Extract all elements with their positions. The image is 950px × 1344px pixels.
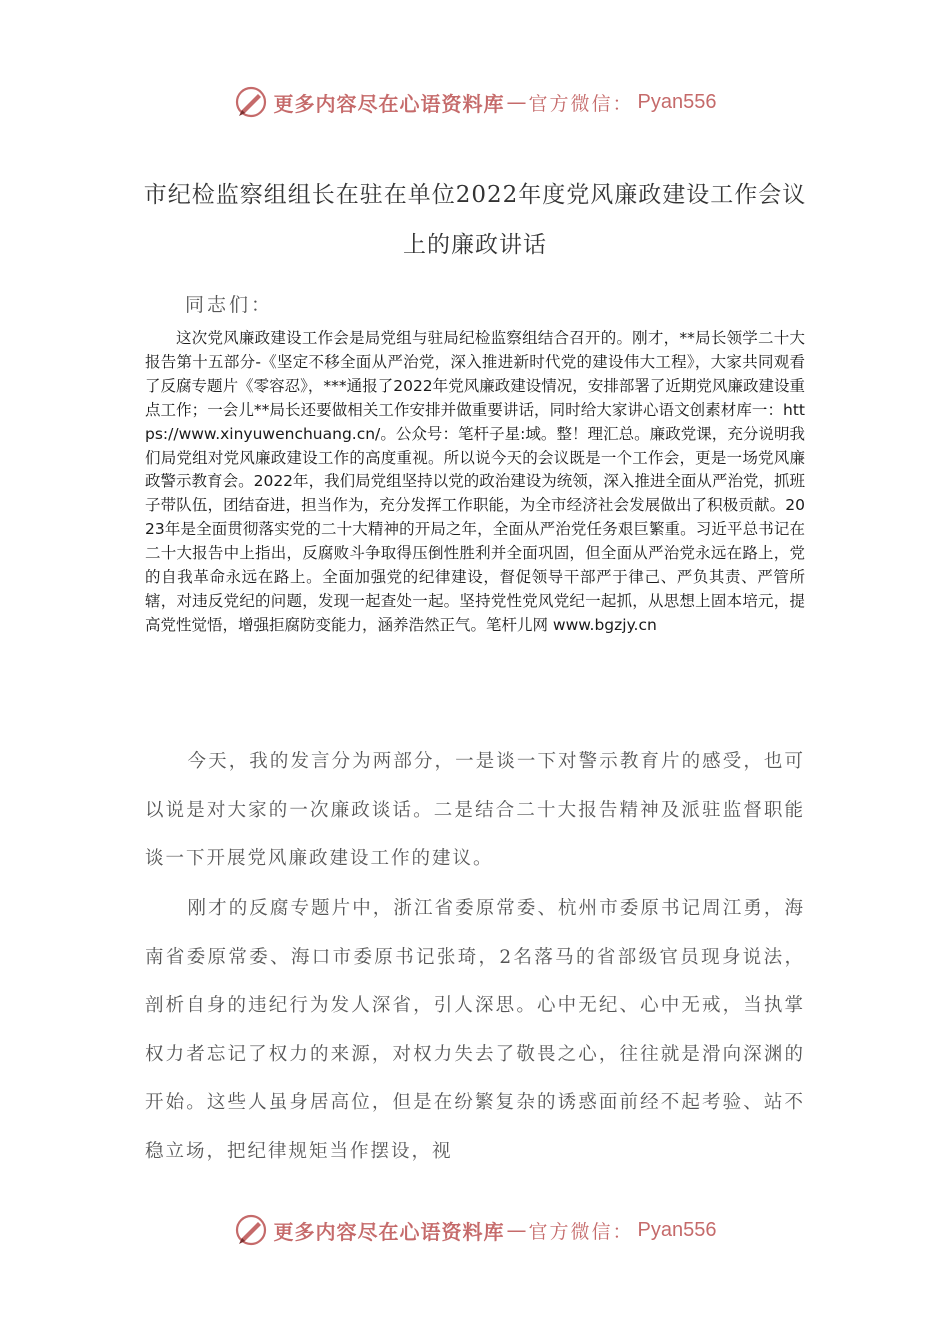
banner-wechat-label: 官方微信：: [528, 1220, 634, 1243]
banner-wechat-label: 官方微信：: [528, 92, 634, 115]
banner-separator: —: [506, 1218, 527, 1242]
pen-logo-icon: [234, 1213, 268, 1247]
paragraph-2: 今天，我的发言分为两部分，一是谈一下对警示教育片的感受，也可以说是对大家的一次廉政谈话。二是结合二十大报告精神及派驻监督职能谈一下开展党风廉政建设工作的建议。: [145, 751, 805, 870]
header-banner: [0, 80, 950, 124]
banner-wechat-id: Pyan556: [637, 90, 717, 113]
document-title: 市纪检监察组组长在驻在单位2022年度党风廉政建设工作会议上的廉政讲话: [143, 182, 807, 258]
footer-banner: [0, 1208, 950, 1252]
banner-wechat-id: Pyan556: [637, 1218, 717, 1241]
banner-text: 更多内容尽在心语资料库: [273, 91, 505, 116]
banner-text: 更多内容尽在心语资料库: [273, 1219, 505, 1244]
salutation: 同志们：: [185, 294, 274, 316]
pen-logo-icon: [234, 85, 268, 119]
banner-separator: —: [506, 90, 527, 114]
paragraph-3: 刚才的反腐专题片中，浙江省委原常委、杭州市委原书记周江勇，海南省委原常委、海口市委原书记张琦，2名落马的省部级官员现身说法，剖析自身的违纪行为发人深省，引人深思。心中无纪、心中无戒，当执掌权力者忘记了权力的来源，对权力失去了敬畏之心，往往就是滑向深渊的开始。这些人虽身居高位，但是在纷繁复杂的诱惑面前经不起考验、站不稳立场，把纪律规矩当作摆设，视: [145, 898, 805, 1162]
paragraph-1: 这次党风廉政建设工作会是局党组与驻局纪检监察组结合召开的。刚才，**局长领学二十大报告第十五部分-《坚定不移全面从严治党，深入推进新时代党的建设伟大工程》，大家共同观看了反腐专题片《零容忍》，***通报了2022年党风廉政建设情况，安排部署了近期党风廉政建设重点工作；一会儿**局长还要做相关工作安排并做重要讲话，同时给大家讲心语文创素材库一：https://www.xinyuwenchuang.cn/。公众号：笔杆子星:域。整！理汇总。廉政党课，充分说明我们局党组对党风廉政建设工作的高度重视。所以说今天的会议既是一个工作会，更是一场党风廉政警示教育会。2022年，我们局党组坚持以党的政治建设为统领，深入推进全面从严治党，抓班子带队伍，团结奋进，担当作为，充分发挥工作职能，为全市经济社会发展做出了积极贡献。2023年是全面贯彻落实党的二十大精神的开局之年，全面从严治党任务艰巨繁重。习近平总书记在二十大报告中上指出，反腐败斗争取得压倒性胜利并全面巩固，但全面从严治党永远在路上，党的自我革命永远在路上。全面加强党的纪律建设，督促领导干部严于律己、严负其责、严管所辖，对违反党纪的问题，发现一起查处一起。坚持党性党风党纪一起抓，从思想上固本培元，提高党性觉悟，增强拒腐防变能力，涵养浩然正气。笔杆儿网 www.bgzjy.cn: [145, 329, 805, 634]
